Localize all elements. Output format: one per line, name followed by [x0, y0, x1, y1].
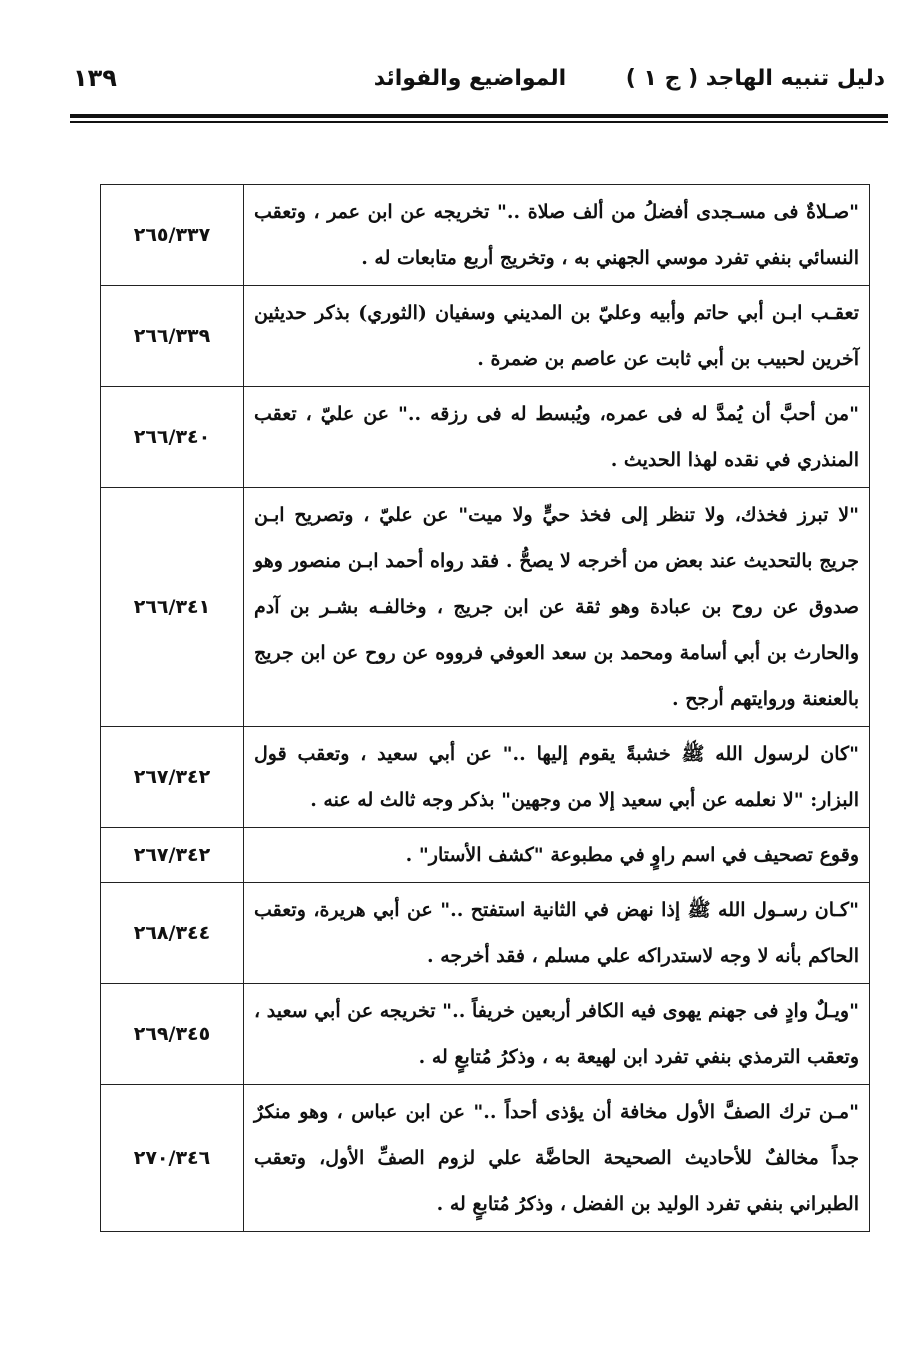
entry-ref: ٢٦٦/٣٣٩ — [101, 286, 244, 387]
table-row — [101, 883, 870, 984]
entries-table — [100, 184, 870, 1232]
book-title: دليل تنبيه الهاجد ( ج ١ ) — [625, 66, 885, 91]
entry-ref: ٢٦٦/٣٤١ — [101, 488, 244, 727]
entry-ref: ٢٦٦/٣٤٠ — [101, 387, 244, 488]
entry-ref: ٢٦٥/٣٣٧ — [101, 185, 244, 286]
table-row — [101, 185, 870, 286]
table-row — [101, 286, 870, 387]
page-header — [55, 58, 885, 108]
table-row — [101, 1085, 870, 1232]
entry-ref: ٢٦٨/٣٤٤ — [101, 883, 244, 984]
entry-ref: ٢٦٩/٣٤٥ — [101, 984, 244, 1085]
table-row — [101, 984, 870, 1085]
entry-text: "صـلاةٌ فى مسـجدى أفضلُ من ألف صلاة .." تخريجه عن ابن عمر ، وتعقب النسائي بنفي تفرد موسي الجهني به ، وتخريج أربع متابعات له . — [243, 185, 869, 286]
header-rule-thick — [70, 114, 888, 118]
header-rule-thin — [70, 121, 888, 123]
entry-text: "مـن ترك الصفَّ الأول مخافة أن يؤذى أحداً .." عن ابن عباس ، وهو منكرٌ جداً مخالفٌ للأحاديث الصحيحة الحاضَّة علي لزوم الصفِّ الأول، وتعقب الطبراني بنفي تفرد الوليد بن الفضل ، وذكرُ مُتابعٍ له . — [243, 1085, 869, 1232]
entry-text: وقوع تصحيف في اسم راوٍ في مطبوعة "كشف الأستار" . — [243, 828, 869, 883]
table-row — [101, 387, 870, 488]
table-row — [101, 727, 870, 828]
entry-ref: ٢٧٠/٣٤٦ — [101, 1085, 244, 1232]
table-row — [101, 828, 870, 883]
section-title: المواضيع والفوائد — [373, 66, 567, 91]
entry-text: تعقـب ابـن أبي حاتم وأبيه وعليّ بن المديني وسفيان (الثوري) بذكر حديثين آخرين لحبيب بن أبي ثابت عن عاصم بن ضمرة . — [243, 286, 869, 387]
entry-text: "من أحبَّ أن يُمدَّ له فى عمره، ويُبسط له فى رزقه .." عن عليّ ، تعقب المنذري في نقده لهذا الحديث . — [243, 387, 869, 488]
entry-ref: ٢٦٧/٣٤٢ — [101, 828, 244, 883]
entry-text: "كـان رسـول الله ﷺ إذا نهض في الثانية استفتح .." عن أبي هريرة، وتعقب الحاكم بأنه لا وجه لاستدراكه علي مسلم ، فقد أخرجه . — [243, 883, 869, 984]
page-number: ١٣٩ — [73, 64, 117, 92]
entry-text: "ويـلٌ وادٍ فى جهنم يهوى فيه الكافر أربعين خريفاً .." تخريجه عن أبي سعيد ، وتعقب الترمذي بنفي تفرد ابن لهيعة به ، وذكرُ مُتابعٍ له . — [243, 984, 869, 1085]
table-row — [101, 488, 870, 727]
entry-ref: ٢٦٧/٣٤٢ — [101, 727, 244, 828]
entry-text: "لا تبرز فخذك، ولا تنظر إلى فخذ حيٍّ ولا ميت" عن عليّ ، وتصريح ابـن جريج بالتحديث عند بعض من أخرجه لا يصحُّ . فقد رواه أحمد ابـن منصور وهو صدوق عن روح بن عبادة وهو ثقة عن ابن جريج ، وخالفـه بشـر بن آدم والحارث بن أبي أسامة ومحمد بن سعد العوفي فرووه عن روح عن ابن جريج بالعنعنة وروايتهم أرجح . — [243, 488, 869, 727]
entry-text: "كان لرسول الله ﷺ خشبةً يقوم إليها .." عن أبي سعيد ، وتعقب قول البزار: "لا نعلمه عن أبي سعيد إلا من وجهين" بذكر وجه ثالث له عنه . — [243, 727, 869, 828]
